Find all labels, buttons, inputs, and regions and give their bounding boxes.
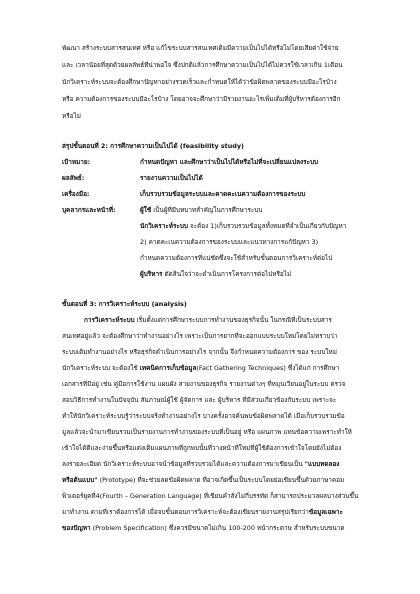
user-role: ผู้ใช้	[140, 206, 152, 214]
analyst-duty-3: กำหนดความต้องการที่แน่ชัดซึ่งจะใช้สำหรับขั้นตอนการวิเคราะห์ต่อไป	[140, 254, 333, 262]
step3-line-13-text: มาทำงาน ตามที่เราต้องการได้ เมื่อจบขั้นตอนการวิเคราะห์จะต้องเขียนรายงานสรุปเรียกว่า	[62, 508, 309, 516]
step3-line-14-text: (Problem Specification) ซึ่งควรมีขนาดไม่เกิน 100-200 หน้ากระดาษ สำหรับระบบขนาด	[90, 524, 345, 532]
goal-value: กำหนดปัญหา และศึกษาว่าเป็นไปได้หรือไม่ที่จะเปลี่ยนแปลงระบบ	[140, 158, 319, 166]
step3-line-11-text: (Prototype) ที่จะช่วยลดข้อผิดพลาด ที่อาจเกิดขึ้นเป็นระบบโดยย่อเขียนขึ้นด้วยภาษาคอม	[97, 476, 345, 484]
step3-line-4	[62, 364, 339, 373]
analysis-term: การวิเคราะห์ระบบ	[84, 316, 135, 324]
intro-line-1: พัฒนา สร้างระบบสารสนเทศ หรือ แก้ไขระบบสารสนเทศเดิมมีความเป็นไปได้หรือไม่โดยเสียค่าใช้จ่าย	[62, 44, 339, 52]
step3-line-8: มูลแล้วจะนำมาเขียนรวมเป็นรายงานการทำงานของระบบที่เป็นอยู่ หรือ แผนภาพ แทนข้อความเพราะทำให้	[62, 428, 352, 436]
intro-line-3: นักวิเคราะห์ระบบจะต้องศึกษาปัญหาอย่างรวดเร็วและกำหนดให้ได้ว่าข้อผิดพลาดของระบบมีอะไรบ้าง	[62, 78, 337, 86]
step3-line-9: เข้าใจได้ดีและง่ายขึ้นหรือแต่งเติมแผนภาพที่ถูกพบนั้นที่วางหน้าที่ใหม่ที่ผู้ใช้ต้องการเข้าใจโดยยังไม่ต้อง	[62, 444, 342, 452]
step3-line-14	[62, 524, 344, 533]
personnel-user	[140, 206, 262, 215]
step3-line-1	[84, 316, 332, 325]
step3-line-10-text: ลงรายละเอียด นักวิเคราะห์ระบบอาจนำข้อมูลที่รวบรวมได้และความต้องการมาเขียนเป็น	[62, 460, 305, 468]
user-duty: เป็นผู้ที่มีบทบาทสำคัญในการศึกษาระบบ	[151, 206, 263, 214]
fact-gathering-term: เทคนิคการเก็บข้อมูล	[139, 364, 197, 372]
step3-line-3: ระบบเดิมทำงานอย่างไร หรือธุรกิจดำเนินการอย่างไร จากนั้น จึงกำหนดความต้องการ ของ ระบบใหม่	[62, 348, 337, 356]
analyst-duty-2: 2) คาดคะเนความต้องการของระบบและแนวทางการแก้ปัญหา 3)	[140, 238, 319, 246]
step3-line-13	[62, 508, 343, 517]
step3-line-5: เอกสารที่มีอยู่ เช่น คู่มือการใช้งาน แผนผัง สายงานของธุรกิจ รายงานต่างๆ ที่หมุนเวียนอยู่ในระบบ ตรวจ	[62, 380, 346, 388]
problem-spec-term-start: ข้อมูลเฉพาะ	[308, 508, 343, 516]
intro-line-5: หรือไม่	[62, 112, 81, 120]
step3-line-11	[62, 476, 344, 485]
manager-role: ผู้บริหาร	[140, 270, 163, 278]
goal-label: เป้าหมาย:	[62, 158, 91, 166]
tools-label: เครื่องมือ:	[62, 190, 90, 198]
result-label: ผลลัพธ์:	[62, 174, 85, 182]
manager-duty: ตัดสินใจว่าจะดำเนินการโครงการต่อไปหรือไม่	[162, 270, 292, 278]
step3-line-10	[62, 460, 339, 469]
tools-value: เก็บรวบรวมข้อมูลระบบและคาดคะเนความต้องการของระบบ	[140, 190, 306, 198]
step3-line-7: ทำให้นักวิเคราะห์ระบบรู้ว่าระบบจริงทำงานอย่างไร บางครั้งอาจค้นพบข้อผิดพลาดได้ เมื่อเก็บรวบรวมข้อ	[62, 412, 345, 420]
step3-line-6: สอบวิธีการทำงานในปัจจุบัน สัมภาษณ์ผู้ใช้ ผู้จัดการ และ ผู้บริหาร ที่มีส่วนเกี่ยวข้องกับระบบ เพราะจะ	[62, 396, 337, 404]
analyst-duty: จะต้อง 1)เก็บรวบรวมข้อมูลทั้งหมดที่จำเป็นเกี่ยวกับปัญหา	[187, 222, 347, 230]
step3-line-2: สนเทศอยู่แล้ว จะต้องศึกษาว่าทำงานอย่างไร เพราะเป็นการยากที่จะออกแบบระบบใหม่โดยไม่ทราบว่า	[62, 332, 338, 340]
step3-heading: ขั้นตอนที่ 3: การวิเคราะห์ระบบ (analysis)	[62, 300, 187, 308]
personnel-label: บุคลากรและหน้าที่:	[62, 206, 116, 214]
result-value: รายงานความเป็นไปได้	[140, 174, 203, 182]
step3-line-1-text: เริ่มตั้งแต่การศึกษาระบบการทำงานของธุรกิจนั้น ในกรณีที่เป็นระบบสาร	[134, 316, 332, 324]
step2-heading: สรุปขั้นตอนที่ 2: การศึกษาความเป็นไปได้ (feasibility study)	[62, 142, 244, 150]
prototype-term-start: "แบบทดลอง	[304, 460, 340, 468]
personnel-manager	[140, 270, 291, 279]
intro-line-2: และ เวลาน้อยที่สุดด้วยผลลัพธ์ที่น่าพอใจ ซึ่งปกติแล้วการศึกษาความเป็นไปได้ไม่ควรใช้เวลาเกิน 1เดือน	[62, 61, 343, 69]
personnel-analyst	[140, 222, 346, 231]
step3-line-4-text: นักวิเคราะห์ระบบ จะต้องใช้	[62, 364, 140, 372]
step3-line-4-tail: (Fact Gathering Techniques) ซึ่งได้แก่ การศึกษา	[196, 364, 340, 372]
step3-line-12: พิวเตอร์ยุคที่4(Fourth – Generation Language) ที่เขียนคำสั่งไม่กี่บรรทัด ก็สามารถประมวลผลบางส่วนขึ้น	[62, 492, 359, 500]
analyst-role: นักวิเคราะห์ระบบ	[140, 222, 188, 230]
problem-spec-term-end: ของปัญหา	[62, 524, 91, 532]
prototype-term-end: หรือต้นแบบ"	[62, 476, 98, 484]
intro-line-4: หรือ ความต้องการของระบบมีอะไรบ้าง โดยอาจจะศึกษาว่ามีรายงานอะไรเพิ่มเติมที่ผู้บริหารต้องการอีก	[62, 95, 341, 103]
